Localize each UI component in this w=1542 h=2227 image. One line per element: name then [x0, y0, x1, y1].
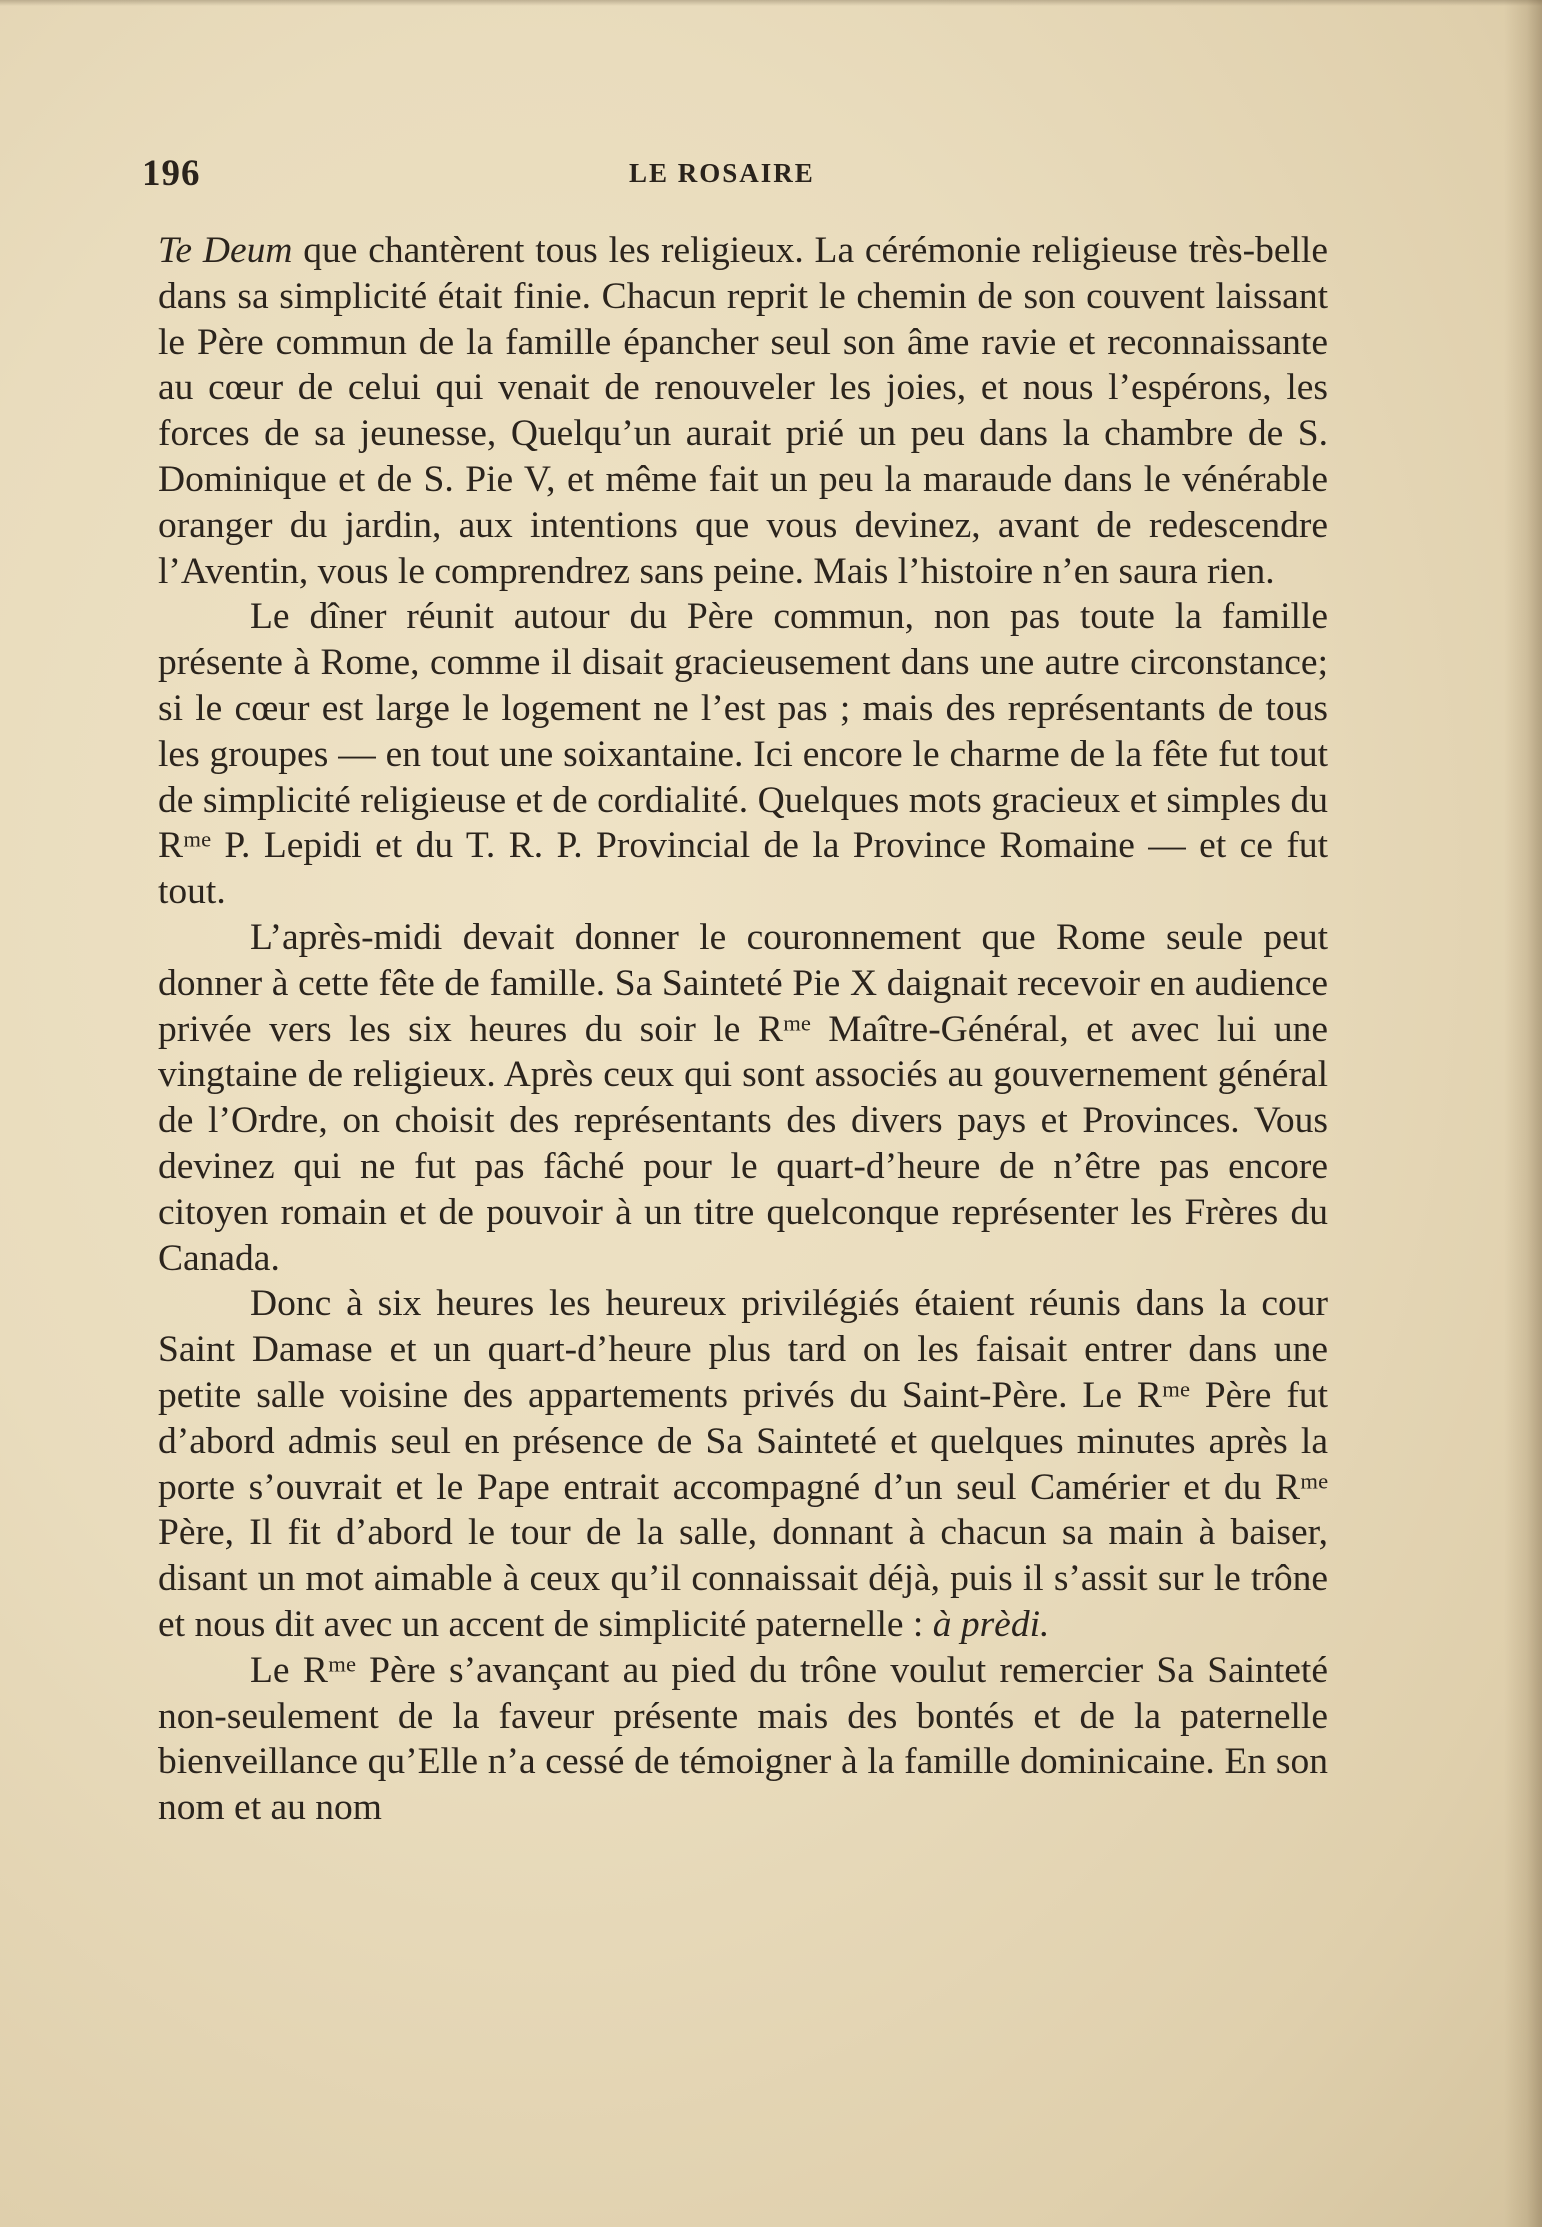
paragraph-2: Le dîner réunit autour du Père commun, non pas toute la famille présente à Rome, comme il disait gracieusement dans une autre circonstance; si le cœur est large le logement ne l’est pas ; mais des représentants de tous les groupes — en tout une soixantaine. Ici encore le charme de la fête fut tout de simplicité religieuse et de cordialité. Quelques mots gracieux et simples du Rᵐᵉ P. Lepidi et du T. R. P. Provincial de la Province Romaine — et ce fut tout. [158, 596, 1328, 913]
paragraph-4-italic-trail: à prèdi. [932, 1603, 1050, 1645]
paragraph-4 [158, 1281, 1328, 1647]
paragraph-1-text: que chantèrent tous les religieux. La cérémonie religieuse très-belle dans sa simplicité était finie. Chacun reprit le chemin de son couvent laissant le Père commun de la famille épancher seul son âme ravie et reconnaissante au cœur de celui qui venait de renouveler les joies, et nous l’espérons, les forces de sa jeunesse, Quelqu’un aurait prié un peu dans la chambre de S. Dominique et de S. Pie V, et même fait un peu la maraude dans le vénérable oranger du jardin, aux intentions que vous devinez, avant de redescendre l’Aventin, vous le comprendrez sans peine. Mais l’histoire n’en saura rien. [158, 230, 1328, 592]
paragraph-5: Le Rᵐᵉ Père s’avançant au pied du trône voulut remercier Sa Sainteté non-seulement de la faveur présente mais des bontés et de la paternelle bienveillance qu’Elle n’a cessé de témoigner à la famille dominicaine. En son nom et au nom [158, 1649, 1328, 1829]
paragraph-3: L’après-midi devait donner le couronnement que Rome seule peut donner à cette fête de famille. Sa Sainteté Pie X daignait recevoir en audience privée vers les six heures du soir le Rᵐᵉ Maître-Général, et avec lui une vingtaine de religieux. Après ceux qui sont associés au gouvernement général de l’Ordre, on choisit des représentants des divers pays et Provinces. Vous devinez qui ne fut pas fâché pour le quart-d’heure de n’être pas encore citoyen romain et de pouvoir à un titre quelconque représenter les Frères du Canada. [158, 916, 1328, 1279]
body-text [158, 228, 1328, 1831]
page-header [142, 152, 1322, 202]
paragraph-1-italic-lead: Te Deum [158, 230, 293, 271]
page-top-shadow [0, 0, 1542, 6]
paragraph-1 [158, 228, 1328, 594]
page-gutter-shadow [1504, 0, 1542, 2227]
paragraph-4-text: Donc à six heures les heureux privilégiés étaient réunis dans la cour Saint Damase et un quart-d’heure plus tard on les faisait entrer dans une petite salle voisine des appartements privés du Saint-Père. Le Rᵐᵉ Père fut d’abord admis seul en présence de Sa Sainteté et quelques minutes après la porte s’ouvrait et le Pape entrait accompagné d’un seul Camérier et du Rᵐᵉ Père, Il fit d’abord le tour de la salle, donnant à chacun sa main à baiser, disant un mot aimable à ceux qu’il connaissait déjà, puis il s’assit sur le trône et nous dit avec un accent de simplicité paternelle : [158, 1283, 1328, 1645]
page-number: 196 [142, 153, 201, 194]
running-title: LE ROSAIRE [629, 158, 815, 188]
